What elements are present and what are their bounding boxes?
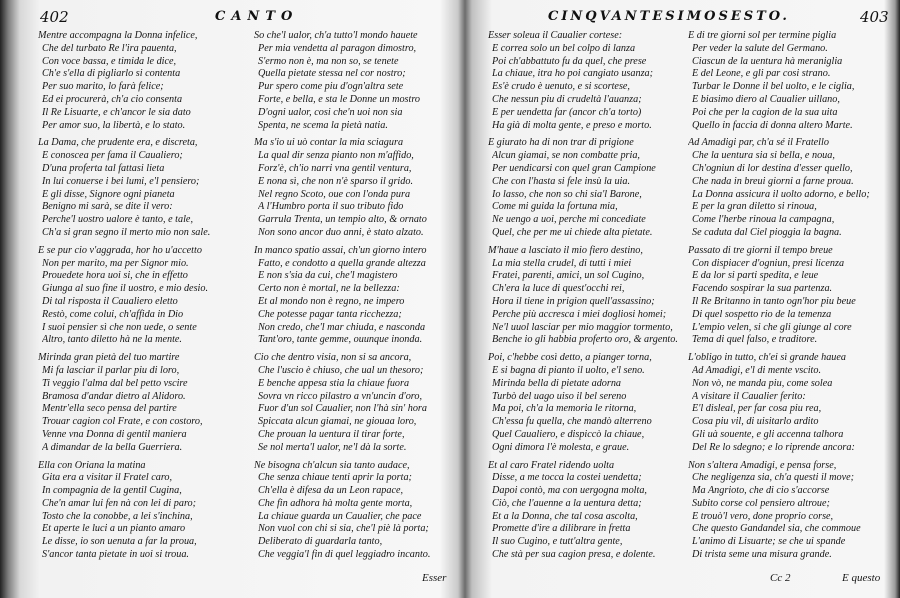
- verse-line: Forz'è, ch'io narri vna gentil ventura,: [258, 162, 412, 174]
- stanza: [254, 137, 458, 239]
- verse-line: Di trista seme una misura grande.: [692, 549, 832, 561]
- verse-line: La Dama, che prudente era, e discreta,: [38, 137, 198, 149]
- verse-line: Se nol merta'l ualor, ne'l dà la sorte.: [258, 441, 407, 453]
- stanza: [38, 137, 242, 239]
- verse-line: Ne bisogna ch'alcun sia tanto audace,: [254, 459, 410, 471]
- verse-line: Che potesse pagar tanta ricchezza;: [258, 308, 402, 320]
- verse-line: Spenta, ne scema la pietà natia.: [258, 119, 388, 131]
- verse-line: Di tal risposta il Caualiero eletto: [42, 295, 178, 307]
- verse-line: Pur spero come piu d'ogn'altra sete: [258, 81, 404, 93]
- verse-line: Subito corse col pensiero altroue;: [692, 497, 830, 509]
- stanza: [688, 137, 892, 239]
- verse-line: Esser soleua il Caualier cortese:: [488, 30, 623, 41]
- verse-line: A l'Humbro porta il suo tributo fido: [258, 201, 404, 213]
- verse-line: Il Re Britanno in tanto ogn'hor piu beue: [692, 295, 856, 307]
- left-column-1: [38, 30, 242, 567]
- verse-line: Ti veggio l'alma dal bel petto vscire: [42, 377, 188, 389]
- verse-line: Del Re lo sdegno; e lo riprende ancora:: [692, 441, 855, 453]
- verse-line: Ne uengo a uoi, perche mi concediate: [492, 214, 646, 226]
- verse-line: Ch'era la luce di quest'occhi rei,: [492, 283, 625, 295]
- stanza: [488, 30, 692, 132]
- verse-line: Non sono ancor duo anni, è stato alzato.: [258, 226, 424, 238]
- verse-line: E se pur cio v'aggrada, hor ho u'accetto: [38, 244, 202, 256]
- verse-line: Per uendicarsi con quel gran Campione: [492, 162, 656, 174]
- verse-line: E non s'sia da cui, che'l magistero: [258, 270, 398, 282]
- verse-line: Et al caro Fratel ridendo uolta: [488, 459, 615, 471]
- stanza: [38, 352, 242, 454]
- verse-line: Che stà per sua cagion presa, e dolente.: [492, 549, 656, 561]
- stanza: [254, 352, 458, 454]
- right-page-number: 403: [860, 8, 889, 26]
- stanza: [688, 30, 892, 132]
- verse-line: Ella con Oriana la matina: [38, 459, 146, 471]
- stanza: [688, 244, 892, 347]
- verse-line: Che senza chiaue tenti aprir la porta;: [258, 472, 412, 484]
- verse-line: Alcun giamai, se non combatte pria,: [492, 150, 640, 162]
- verse-line: Turbò del uago uiso il bel sereno: [492, 390, 627, 402]
- verse-line: Ha già di molta gente, e preso e morto.: [492, 119, 652, 131]
- verse-line: Cosa piu vil, di uisitarlo ardito: [692, 416, 819, 428]
- verse-line: Di quel sospetto rio de la temenza: [692, 308, 832, 320]
- verse-line: Se caduta dal Ciel pioggia la bagna.: [692, 226, 842, 238]
- verse-line: Che questo Gandandel sia, che commoue: [692, 523, 861, 535]
- verse-line: E da lor si parti spedita, e leue: [692, 270, 819, 282]
- verse-line: Et al mondo non è regno, ne impero: [258, 295, 405, 307]
- verse-line: Ed ei procurerà, ch'a cio consenta: [42, 93, 183, 105]
- verse-line: Quello in faccia di donna altero Marte.: [692, 119, 853, 131]
- verse-line: Mentr'ella seco pensa del partire: [42, 403, 177, 415]
- verse-line: Che nessun piu di crudeltà l'auanza;: [492, 93, 642, 105]
- verse-line: Come l'herbe rinoua la campagna,: [692, 214, 835, 226]
- right-running-head: [470, 6, 890, 28]
- verse-line: L'empio velen, si che gli giunge al core: [692, 321, 852, 333]
- verse-line: Benigno mi sarà, se dite il vero:: [42, 201, 173, 213]
- verse-line: Ciascun de la uentura hà meraniglia: [692, 55, 843, 67]
- verse-line: A visitare il Caualier ferito:: [692, 390, 806, 402]
- verse-line: Non credo, che'l mar chiuda, e nasconda: [258, 321, 426, 333]
- verse-line: Che negligenza sia, ch'a questi il move;: [692, 472, 855, 484]
- verse-line: Et a la Donna, che tal cosa ascolta,: [492, 510, 638, 522]
- verse-line: Gli uà souente, e gli accenna talhora: [692, 428, 844, 440]
- verse-line: Spiccata alcun giamai, ne giouaa loro,: [258, 416, 417, 428]
- verse-line: Tant'oro, tante gemme, ouunque inonda.: [258, 334, 423, 346]
- verse-line: Disse, a me tocca la costei uendetta;: [492, 472, 642, 484]
- verse-line: La chiaue, itra ho poi cangiato usanza;: [492, 68, 654, 80]
- right-column-1: [488, 30, 692, 567]
- verse-line: Con voce bassa, e timida le dice,: [42, 55, 177, 67]
- stanza: [254, 30, 458, 132]
- stanza: [488, 459, 692, 562]
- verse-line: Deliberato di guardarla tanto,: [258, 536, 383, 548]
- verse-line: Fatto, e condotto a quella grande altezza: [258, 257, 426, 269]
- verse-line: Hora il tiene in prigion quell'assassino;: [492, 295, 655, 307]
- left-column-2: [254, 30, 458, 567]
- left-running-title: CANTO: [215, 9, 299, 24]
- right-signature: Cc 2: [770, 572, 791, 584]
- verse-line: Mi fa lasciar il parlar piu di loro,: [42, 364, 180, 376]
- left-running-head: [40, 6, 458, 28]
- verse-line: Non per marito, ma per Signor mio.: [42, 257, 189, 269]
- verse-line: Poi, c'hebbe così detto, a pianger torna,: [488, 352, 652, 364]
- stanza: [254, 244, 458, 347]
- verse-line: Gita era a visitar il Fratel caro,: [42, 472, 173, 484]
- verse-line: Facendo sospirar la sua partenza.: [692, 283, 833, 295]
- verse-line: Cio che dentro visia, non si sa ancora,: [254, 352, 412, 364]
- verse-line: E per la gran diletto si rinoua,: [692, 201, 817, 213]
- verse-line: Es'è crudo è uenuto, e si scortese,: [492, 81, 630, 93]
- verse-line: Le disse, io son uenuta a far la proua,: [42, 536, 197, 548]
- verse-line: L'animo di Lisuarte; se che ui spande: [692, 536, 846, 548]
- verse-line: Quella pietate stessa nel cor nostro;: [258, 68, 406, 80]
- verse-line: Tema di quel falso, e traditore.: [692, 334, 818, 346]
- verse-line: Ch'ogniun di lor destina d'esser quello,: [692, 162, 853, 174]
- verse-line: D'ogni ualor, cosi che'n uoi non sia: [258, 106, 403, 118]
- verse-line: Perche'l uostro ualore è tanto, e tale,: [42, 214, 193, 226]
- left-page: [40, 0, 458, 598]
- verse-line: Per suo marito, lo farà felice;: [42, 81, 164, 93]
- verse-line: Per veder la salute del Germano.: [692, 42, 828, 54]
- stanza: [254, 459, 458, 562]
- verse-line: Et aperte le luci a un pianto amaro: [42, 523, 186, 535]
- verse-line: S'ancor tanta pietate in uoi si troua.: [42, 549, 189, 561]
- verse-line: Non vuol con chi si sia, che'l piè là porta;: [258, 523, 429, 535]
- verse-line: Mirinda bella di pietate adorna: [492, 377, 622, 389]
- verse-line: Giunga al suo fine il uostro, e mio desio.: [42, 283, 209, 295]
- stanza: [488, 244, 692, 347]
- verse-line: Che veggia'l fin di quel leggiadro incanto.: [258, 549, 431, 561]
- verse-line: E conoscea per fama il Caualiero;: [42, 150, 183, 162]
- verse-line: Che la uentura sia si bella, e noua,: [692, 150, 835, 162]
- verse-line: Certo non è mortal, ne la bellezza:: [258, 283, 400, 295]
- verse-line: Fratei, parenti, amici, un sol Cugino,: [492, 270, 645, 282]
- verse-line: Il Re Lisuarte, e ch'ancor le sia dato: [42, 106, 191, 118]
- verse-line: E si bagna di pianto il uolto, e'l seno.: [492, 364, 645, 376]
- verse-line: Poi che per la cagion de la sua uita: [692, 106, 838, 118]
- verse-line: Non vò, ne manda piu, come solea: [692, 377, 833, 389]
- verse-line: In compagnia de la gentil Cugina,: [42, 485, 182, 497]
- verse-line: Ne'l uuol lasciar per mio maggior tormento,: [492, 321, 673, 333]
- verse-line: E per uendetta far (ancor ch'a torto): [492, 106, 642, 118]
- verse-line: Bramosa d'andar dietro al Alidoro.: [42, 390, 186, 402]
- verse-line: Venne vna Donna di gentil maniera: [42, 428, 187, 440]
- right-catchword: E questo: [842, 572, 881, 584]
- verse-line: In lui conuerse i bei lumi, e'l pensiero;: [42, 175, 200, 187]
- verse-line: Poi ch'abbattuto fu da quel, che prese: [492, 55, 647, 67]
- verse-line: D'una proferta tal fattasi lieta: [42, 162, 165, 174]
- verse-line: E del Leone, e gli par cosi strano.: [692, 68, 831, 80]
- verse-line: E gli disse, Signore ogni pianeta: [42, 188, 175, 200]
- verse-line: E benche appesa stia la chiaue fuora: [258, 377, 410, 389]
- verse-line: Fuor d'un sol Caualier, non l'hà sin' hora: [258, 403, 427, 415]
- verse-line: E trouò'l vero, done proprio corse,: [692, 510, 834, 522]
- verse-line: Prouedete hora uoi si, che in effetto: [42, 270, 188, 282]
- right-page: [470, 0, 890, 598]
- verse-line: A dimandar de la bella Guerriera.: [42, 441, 183, 453]
- verse-line: Che del turbato Re l'ira pauenta,: [42, 42, 177, 54]
- verse-line: Ma Angrioto, che di cio s'accorse: [692, 485, 830, 497]
- verse-line: Che fin adhora hà molta gente morta,: [258, 497, 413, 509]
- verse-line: Perche più accresca i miei dogliosi homei;: [492, 308, 667, 320]
- stanza: [488, 352, 692, 454]
- verse-line: Forte, e bella, e sta le Donne un mostro: [258, 93, 421, 105]
- verse-line: Garrula Trenta, un tempio alto, & ornato: [258, 214, 427, 226]
- verse-line: E giurato ha di non trar di prigione: [488, 137, 634, 149]
- verse-line: Ch'e s'ella di pigliarlo si contenta: [42, 68, 181, 80]
- verse-line: Altro, tanto diletto hà ne la mente.: [42, 334, 182, 346]
- right-column-2: [688, 30, 892, 567]
- verse-line: Il suo Cugino, e tutt'altra gente,: [492, 536, 623, 548]
- verse-line: Non s'altera Amadigi, e pensa forse,: [688, 459, 837, 471]
- verse-line: La Donna assicura il uolto adorno, e bello;: [692, 188, 870, 200]
- verse-line: Mentre accompagna la Donna infelice,: [38, 30, 198, 41]
- left-catchword: Esser: [422, 572, 447, 584]
- verse-line: Quel Caualiero, e dispiccò la chiaue,: [492, 428, 645, 440]
- verse-line: Che con l'hasta si fele insù la uia.: [492, 175, 631, 187]
- verse-line: Turbar le Donne il bel uolto, e le ciglia,: [692, 81, 855, 93]
- verse-line: La mia stella crudel, di tutti i miei: [492, 257, 632, 269]
- verse-line: Nel regno Scoto, oue con l'onda pura: [258, 188, 411, 200]
- left-page-number: 402: [40, 8, 69, 26]
- verse-line: Benche io gli habbia proferto oro, & argento.: [492, 334, 678, 346]
- stanza: [38, 459, 242, 562]
- verse-line: Ogni dimora l'è molesta, e graue.: [492, 441, 630, 453]
- verse-line: E nona sì, che non n'è sparso il grido.: [258, 175, 413, 187]
- verse-line: E di tre giorni sol per termine piglia: [688, 30, 837, 41]
- verse-line: Ciò, che l'auenne a la uentura detta;: [492, 497, 642, 509]
- verse-line: Ch'essa fu quella, che mandò alterreno: [492, 416, 652, 428]
- stanza: [688, 352, 892, 454]
- verse-line: Sovra vn ricco pilastro a vn'uncin d'oro,: [258, 390, 423, 402]
- verse-line: Ad Amadigi, e'l di mente vscito.: [692, 364, 822, 376]
- verse-line: Ma poi, ch'a la memoria le ritorna,: [492, 403, 637, 415]
- verse-line: I suoi pensier sì che non uede, o sente: [42, 321, 197, 333]
- verse-line: So che'l ualor, ch'a tutto'l mondo hauete: [254, 30, 418, 41]
- verse-line: Quel, che per me ui chiede alta pietate.: [492, 226, 653, 238]
- verse-line: Per mia vendetta al paragon dimostro,: [258, 42, 417, 54]
- stanza: [488, 137, 692, 239]
- stanza: [688, 459, 892, 562]
- stanza: [38, 244, 242, 347]
- verse-line: M'haue a lasciato il mio fiero destino,: [488, 244, 643, 256]
- verse-line: Che nada in breui giorni a farne proua.: [692, 175, 854, 187]
- verse-line: Che'n amar lui fen nà con lei di paro;: [42, 497, 197, 509]
- verse-line: L'obligo in tutto, ch'ei sì grande hauea: [688, 352, 847, 364]
- verse-line: Trouar cagion col Frate, e con costoro,: [42, 416, 203, 428]
- verse-line: Per amor suo, la libertà, e lo stato.: [42, 119, 186, 131]
- verse-line: Con dispiacer d'ogniun, presi licenza: [692, 257, 845, 269]
- verse-line: La chiaue guarda un Caualier, che pace: [258, 510, 422, 522]
- verse-line: Io lasso, che non so chi sia'l Barone,: [492, 188, 642, 200]
- verse-line: Che prouan la uentura il tirar forte,: [258, 428, 405, 440]
- verse-line: Restò, come colui, ch'affida in Dio: [42, 308, 184, 320]
- verse-line: Passato di tre giorni il tempo breue: [688, 244, 833, 256]
- verse-line: Dapoi contò, ma con uergogna molta,: [492, 485, 647, 497]
- verse-line: E correa solo un bel colpo di lanza: [492, 42, 636, 54]
- verse-line: Ch'ella è difesa da un Leon rapace,: [258, 485, 404, 497]
- verse-line: Che l'uscio è chiuso, che ual un thesoro;: [258, 364, 424, 376]
- verse-line: Promette d'ire a dilibrare in fretta: [492, 523, 631, 535]
- verse-line: E biasimo diero al Caualier uillano,: [692, 93, 840, 105]
- verse-line: La qual dir senza pianto non m'affido,: [258, 150, 414, 162]
- verse-line: Ch'a si gran segno il merto mio non sale.: [42, 226, 211, 238]
- stanza: [38, 30, 242, 132]
- verse-line: Mirinda gran pietà del tuo martire: [38, 352, 180, 364]
- verse-line: Come mi guida la fortuna mia,: [492, 201, 618, 213]
- verse-line: Tosto che la conobbe, a lei s'inchina,: [42, 510, 193, 522]
- right-running-title: CINQVANTESIMOSESTO.: [548, 9, 790, 24]
- verse-line: In manco spatio assai, ch'un giorno intero: [254, 244, 427, 256]
- verse-line: Ma s'io ui uò contar la mia sciagura: [254, 137, 404, 149]
- verse-line: S'ermo non è, ma non so, se tenete: [258, 55, 399, 67]
- verse-line: Ad Amadigi par, ch'a sé il Fratello: [688, 137, 829, 149]
- verse-line: E'l disleal, per far cosa piu rea,: [692, 403, 822, 415]
